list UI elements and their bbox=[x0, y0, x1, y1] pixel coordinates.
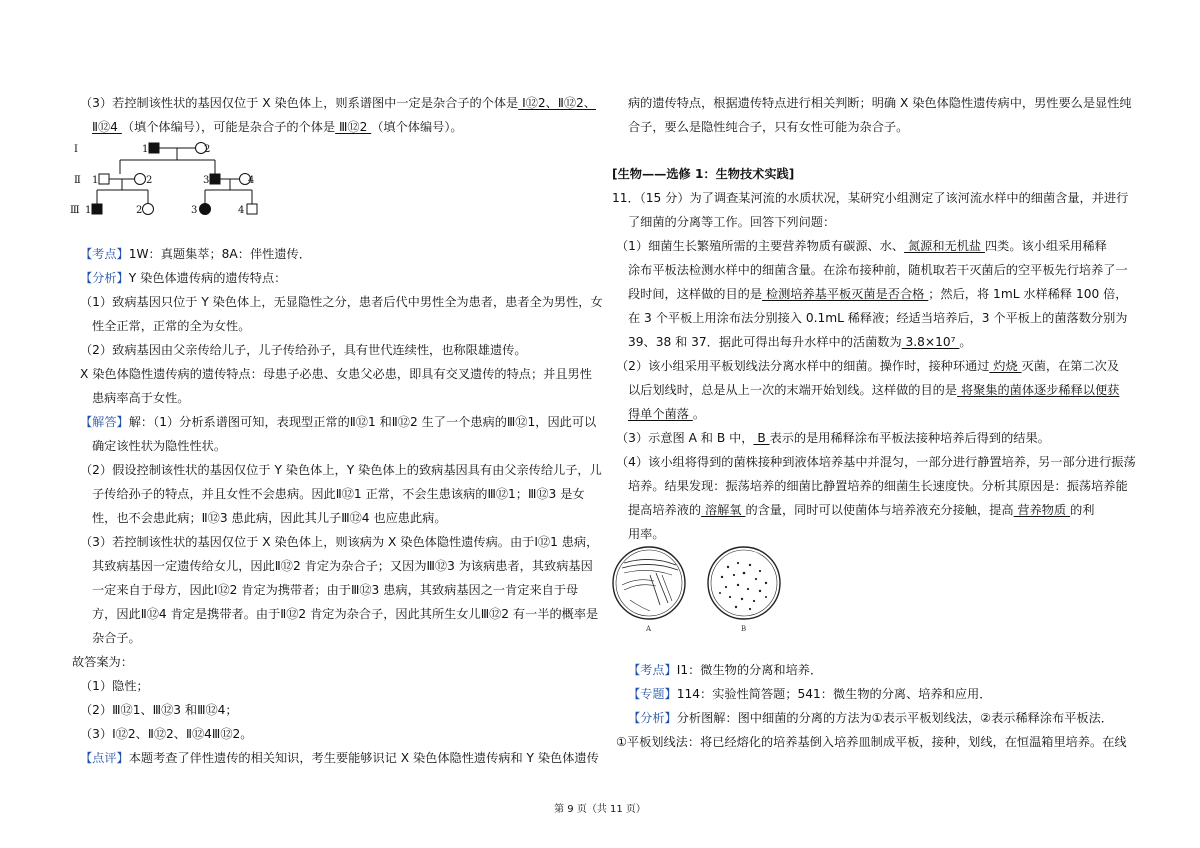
fenxi-point1b: 性全正常，正常的全为女性。 bbox=[92, 319, 251, 333]
q11-line1: 11．（15 分）为了调查某河流的水质状况，某研究小组测定了该河流水样中的细菌含量，并进行 bbox=[612, 191, 1129, 205]
num-III3: 3 bbox=[191, 205, 198, 216]
num-II4: 4 bbox=[248, 175, 255, 186]
jieda-3e: 杂合子。 bbox=[92, 631, 141, 645]
r-line2: 合子，要么是隐性纯合子，只有女性可能为杂合子。 bbox=[628, 120, 909, 134]
dish-B bbox=[708, 547, 780, 619]
r-fenxi-line: 【分析】分析图解：图中细菌的分离的方法为①表示平板划线法，②表示稀释涂布平板法． bbox=[628, 711, 1113, 725]
gen-label-III: Ⅲ bbox=[70, 205, 80, 216]
p1-line1: （1）细菌生长繁殖所需的主要营养物质有碳源、水、 氮源和无机盐 四类。该小组采用稀释 bbox=[616, 239, 1107, 253]
p1-line2: 涂布平板法检测水样中的细菌含量。在涂布接种前，随机取若干灭菌后的空平板先行培养了一 bbox=[628, 263, 1128, 277]
fenxi-point2: （2）致病基因由父亲传给儿子，儿子传给孙子，具有世代连续性，也称限雄遗传。 bbox=[80, 343, 527, 357]
r-last-line: ①平板划线法：将已经熔化的培养基倒入培养皿制成平板，接种，划线，在恒温箱里培养。在线 bbox=[616, 735, 1127, 749]
answer-3: （3）Ⅰ⑫2、Ⅱ⑫2、Ⅱ⑫4Ⅲ⑫2。 bbox=[80, 727, 253, 741]
p3-line1: （3）示意图 A 和 B 中， B 表示的是用稀释涂布平板法接种培养后得到的结果。 bbox=[616, 431, 1050, 445]
num-III4: 4 bbox=[238, 205, 245, 216]
jieda-3d: 方，因此Ⅱ⑫4 肯定是携带者。由于Ⅱ⑫2 肯定为杂合子，因此其所生女儿Ⅲ⑫2 有一半的概率是 bbox=[92, 607, 599, 621]
jieda-2c: 性，也不会患此病；Ⅱ⑫3 患此病，因此其儿子Ⅲ⑫4 也应患此病。 bbox=[92, 511, 447, 525]
gen-label-II: Ⅱ bbox=[74, 175, 81, 186]
p4-line3: 提高培养液的 溶解氧 的含量，同时可以使菌体与培养液充分接触，提高 营养物质 的利 bbox=[628, 503, 1095, 517]
pedigree-chart bbox=[60, 138, 300, 222]
fig-label-B: B bbox=[741, 625, 747, 633]
num-II2: 2 bbox=[146, 175, 153, 186]
p4-line4: 用率。 bbox=[628, 527, 665, 541]
p4-line1: （4）该小组将得到的菌株接种到液体培养基中并混匀，一部分进行静置培养，另一部分进行振荡 bbox=[616, 455, 1136, 469]
r-kaodian-line: 【考点】I1：微生物的分离和培养． bbox=[628, 663, 823, 677]
dish-A bbox=[613, 547, 685, 619]
answer-2: （2）Ⅲ⑫1、Ⅲ⑫3 和Ⅲ⑫4； bbox=[80, 703, 238, 717]
p2-line3: 得单个菌落 。 bbox=[628, 407, 705, 421]
fenxi-point3: X 染色体隐性遗传病的遗传特点：母患子必患、女患父必患，即具有交叉遗传的特点；并且男性 bbox=[80, 367, 592, 381]
pedigree-II2 bbox=[135, 174, 146, 185]
dish-B-colonies bbox=[719, 562, 767, 610]
pedigree-II3 bbox=[210, 174, 220, 184]
jieda-2b: 子传给孙子的特点，并且女性不会患病。因此Ⅱ⑫1 正常，不会生患该病的Ⅲ⑫1；Ⅲ⑫3 是女 bbox=[92, 487, 585, 501]
fig-label-A: A bbox=[646, 625, 652, 633]
pedigree-I1 bbox=[149, 143, 159, 153]
jieda-3c: 一定来自于母方，因此Ⅰ⑫2 肯定为携带者；由于Ⅲ⑫3 患病，其致病基因之一肯定来自于母 bbox=[92, 583, 579, 597]
pedigree-II1 bbox=[99, 174, 109, 184]
q3-line2: Ⅱ⑫4 （填个体编号），可能是杂合子的个体是 Ⅲ⑫2 （填个体编号）。 bbox=[92, 120, 463, 134]
p1-line3: 段时间，这样做的目的是 检测培养基平板灭菌是否合格 ；然后，将 1mL 水样稀释 100 倍， bbox=[628, 287, 1128, 301]
p2-line2: 以后划线时，总是从上一次的末端开始划线。这样做的目的是 将聚集的菌体逐步稀释以便获 bbox=[628, 383, 1120, 397]
pedigree-III2 bbox=[143, 204, 154, 215]
pedigree-III3 bbox=[200, 204, 211, 215]
page-footer: 第 9 页（共 11 页） bbox=[554, 804, 646, 815]
jieda-2: （2）假设控制该性状的基因仅位于 Y 染色体上，Y 染色体上的致病基因具有由父亲传给儿子，儿 bbox=[80, 463, 602, 477]
num-II3: 3 bbox=[203, 175, 210, 186]
answer-head: 故答案为： bbox=[72, 655, 133, 669]
pedigree-III4 bbox=[247, 204, 257, 214]
q11-line2: 了细菌的分离等工作。回答下列问题： bbox=[628, 215, 836, 229]
p1-line4: 在 3 个平板上用涂布法分别接入 0.1mL 稀释液；经适当培养后，3 个平板上的菌落数分别为 bbox=[628, 311, 1128, 325]
fenxi-line: 【分析】Y 染色体遗传病的遗传特点： bbox=[80, 271, 287, 285]
num-I2: 2 bbox=[204, 144, 211, 155]
answer-1: （1）隐性； bbox=[80, 679, 149, 693]
section-title: [生物——选修 1：生物技术实践] bbox=[612, 167, 795, 181]
pedigree-III1 bbox=[92, 204, 102, 214]
num-II1: 1 bbox=[92, 175, 99, 186]
q3-line1: （3）若控制该性状的基因仅位于 X 染色体上，则系谱图中一定是杂合子的个体是 Ⅰ⑫2、Ⅱ⑫2、 bbox=[80, 96, 596, 110]
jieda-1b: 确定该性状为隐性性状。 bbox=[92, 439, 227, 453]
num-I1: 1 bbox=[142, 144, 149, 155]
num-III1: 1 bbox=[85, 205, 92, 216]
num-III2: 2 bbox=[136, 205, 143, 216]
p4-line2: 培养。结果发现：振荡培养的细菌比静置培养的细菌生长速度快。分析其原因是：振荡培养能 bbox=[628, 479, 1128, 493]
r-zhuanti-line: 【专题】114：实验性简答题；541：微生物的分离、培养和应用． bbox=[628, 687, 992, 701]
p1-line5: 39、38 和 37．据此可得出每升水样中的活菌数为 3.8×10⁷ 。 bbox=[628, 335, 972, 349]
petri-dish-figures bbox=[610, 545, 810, 635]
p2-line1: （2）该小组采用平板划线法分离水样中的细菌。操作时，接种环通过 灼烧 灭菌，在第二次及 bbox=[616, 359, 1120, 373]
jieda-3b: 其致病基因一定遗传给女儿，因此Ⅱ⑫2 肯定为杂合子；又因为Ⅲ⑫3 为该病患者，其致病基因 bbox=[92, 559, 593, 573]
r-line1: 病的遗传特点，根据遗传特点进行相关判断；明确 X 染色体隐性遗传病中，男性要么是显性纯 bbox=[628, 96, 1132, 110]
jieda-line: 【解答】解：（1）分析系谱图可知，表现型正常的Ⅱ⑫1 和Ⅱ⑫2 生了一个患病的Ⅲ⑫1，因此可以 bbox=[80, 415, 597, 429]
fenxi-point3b: 患病率高于女性。 bbox=[92, 391, 190, 405]
gen-label-I: Ⅰ bbox=[74, 144, 78, 155]
jieda-3: （3）若控制该性状的基因仅位于 X 染色体上，则该病为 X 染色体隐性遗传病。由于Ⅰ⑫1 患病， bbox=[80, 535, 599, 549]
fenxi-point1: （1）致病基因只位于 Y 染色体上，无显隐性之分，患者后代中男性全为患者，患者全为男性，女 bbox=[80, 295, 603, 309]
dianping-line: 【点评】本题考查了伴性遗传的相关知识，考生要能够识记 X 染色体隐性遗传病和 Y 染色体遗传 bbox=[80, 751, 599, 765]
kaodian-line: 【考点】1W：真题集萃；8A：伴性遗传． bbox=[80, 247, 311, 261]
